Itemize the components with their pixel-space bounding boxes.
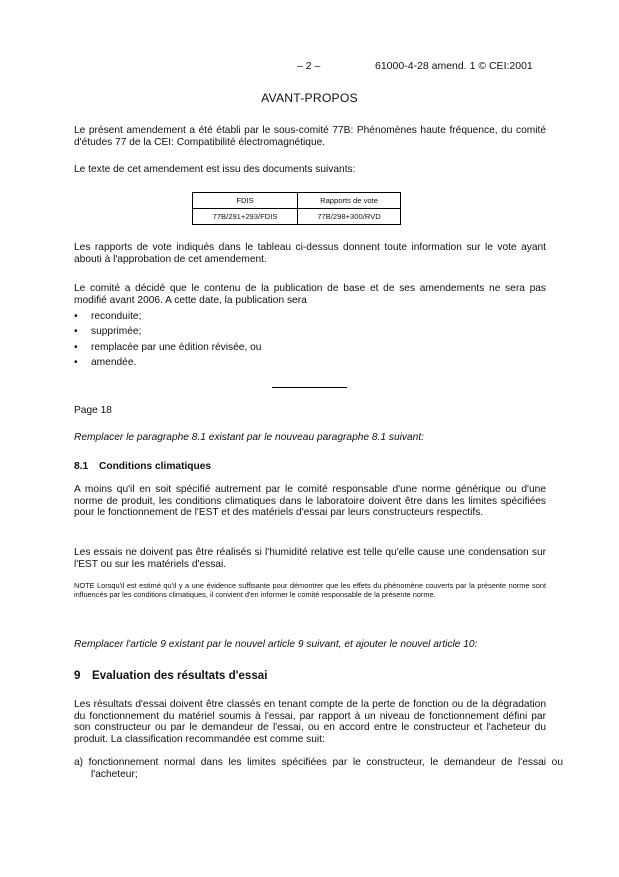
document-reference: 61000-4-28 amend. 1 © CEI:2001 (375, 60, 533, 72)
table-row (193, 209, 401, 225)
bullet-marker: • (74, 357, 78, 369)
page-number: – 2 – (297, 60, 321, 72)
list-item: • amendée. (74, 357, 137, 369)
list-item: • supprimée; (74, 326, 142, 338)
table-header-cell: FDIS (193, 193, 298, 209)
instruction-replace-8-1: Remplacer le paragraphe 8.1 existant par le nouveau paragraphe 8.1 suivant: (74, 432, 424, 443)
foreword-paragraph-1: Le présent amendement a été établi par le sous-comité 77B: Phénomènes haute fréquence, du comité d'études 77 de la CEI: Compatibilité électromagnétique. (74, 125, 546, 148)
list-item: • reconduite; (74, 311, 142, 322)
section-title: Conditions climatiques (99, 461, 212, 472)
table-header-row (193, 193, 401, 209)
table-cell: 77B/291+293/FDIS (193, 209, 298, 225)
publication-options-list (74, 311, 546, 373)
section-9-item-a: a) fonctionnement normal dans les limites spécifiées par le constructeur, le demandeur de l'essai ou l'acheteur; (74, 757, 563, 780)
section-8-1-heading (74, 461, 211, 473)
section-9-paragraph-1: Les résultats d'essai doivent être classés en tenant compte de la perte de fonction ou de la dégradation du fonctionnement du matériel soumis à l'essai, par rapport à un niveau de fonctionnement défini par son constructeur ou par le demandeur de l'essai, ou en accord entre le constructeur et l'acheteur du produit. La classification recommandée est comme suit: (74, 699, 546, 745)
section-number: 8.1 (74, 461, 89, 472)
voting-documents-table (192, 192, 401, 225)
bullet-marker: • (74, 311, 78, 322)
section-title: Evaluation des résultats d'essai (92, 669, 268, 682)
section-number: 9 (74, 669, 81, 682)
section-9-heading (74, 670, 267, 682)
list-item: • remplacée par une édition révisée, ou (74, 341, 262, 353)
foreword-paragraph-4: Le comité a décidé que le contenu de la publication de base et de ses amendements ne sera pas modifié avant 2006. A cette date, la publication sera (74, 283, 546, 306)
page-reference: Page 18 (74, 405, 112, 416)
bullet-marker: • (74, 341, 78, 353)
table-cell: 77B/298+300/RVD (298, 209, 401, 225)
bullet-marker: • (74, 326, 78, 338)
separator-rule (272, 387, 347, 388)
foreword-paragraph-3: Les rapports de vote indiqués dans le tableau ci-dessus donnent toute information sur le vote ayant abouti à l'approbation de cet amendement. (74, 242, 546, 265)
instruction-replace-article-9: Remplacer l'article 9 existant par le nouvel article 9 suivant, et ajouter le nouvel article 10: (74, 639, 478, 650)
foreword-paragraph-2: Le texte de cet amendement est issu des documents suivants: (74, 164, 356, 175)
foreword-title: AVANT-PROPOS (261, 91, 358, 105)
section-8-1-paragraph-2: Les essais ne doivent pas être réalisés si l'humidité relative est telle qu'elle cause une condensation sur l'EST ou sur les matériels d'essai. (74, 547, 546, 570)
section-8-1-paragraph-1: A moins qu'il en soit spécifié autrement par le comité responsable d'une norme générique ou d'une norme de produit, les conditions climatiques dans le laboratoire doivent être dans les limites spécifiées pour le fonctionnement de l'EST et des matériels d'essai par leurs constructeurs respectifs. (74, 484, 546, 519)
section-8-1-note: NOTE Lorsqu'il est estimé qu'il y a une évidence suffisante pour démontrer que les effets du phénomène couverts par la présente norme sont influencés par les conditions climatiques, il convient d'en informer le comité responsable de la présente norme. (74, 581, 546, 600)
table-header-cell: Rapports de vote (298, 193, 401, 209)
